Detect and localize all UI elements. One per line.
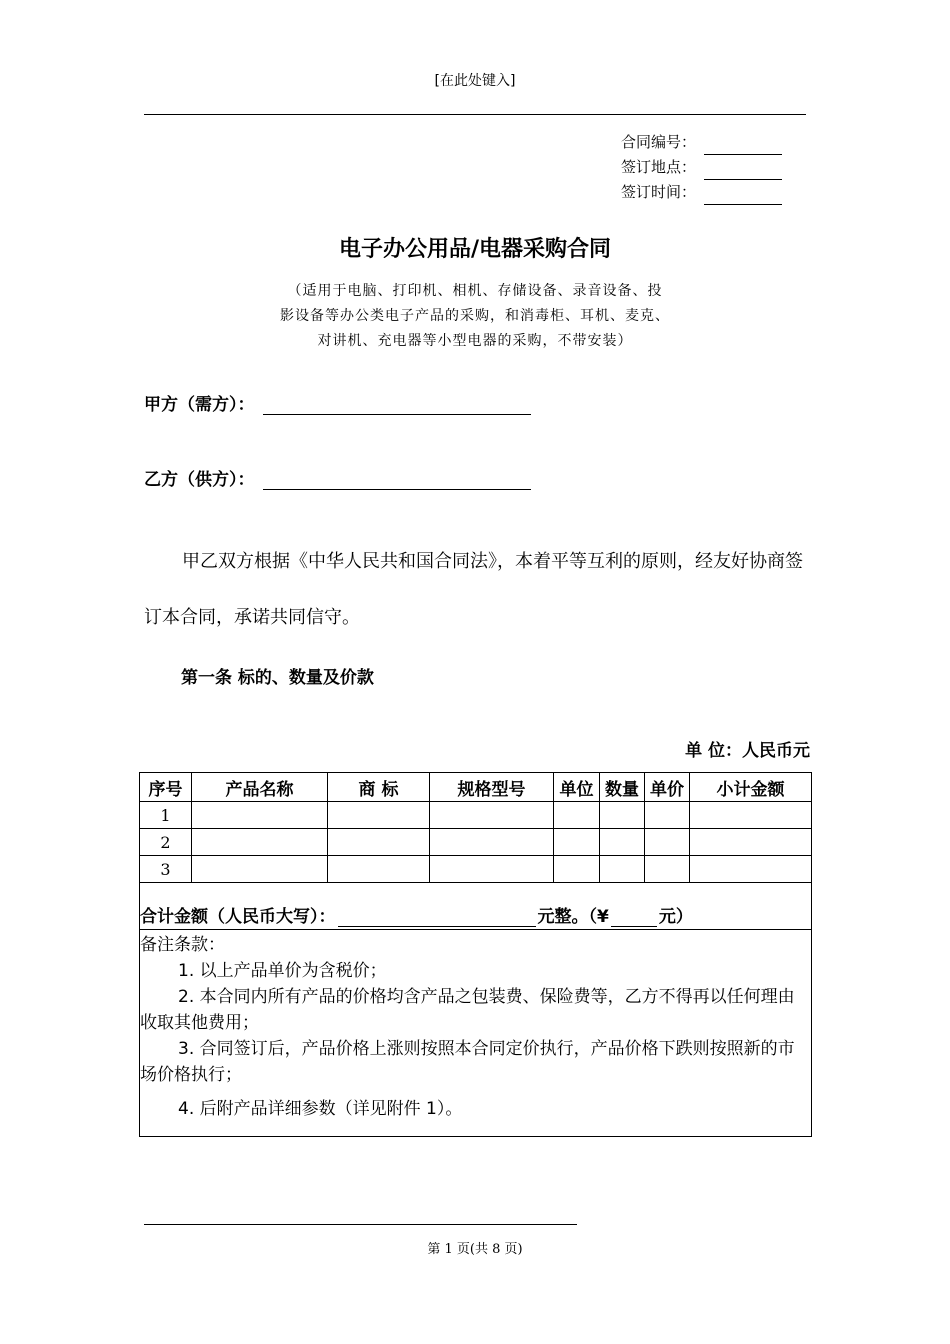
party-b-label: 乙方（供方）： <box>144 470 255 490</box>
page-header: [在此处键入] <box>434 73 516 89</box>
table-cell[interactable] <box>690 802 812 829</box>
table-cell[interactable] <box>554 856 600 883</box>
subtitle-line: （适用于电脑、打印机、相机、存储设备、录音设备、投 <box>287 283 663 299</box>
table-cell[interactable] <box>192 856 328 883</box>
article-1-title: 第一条 标的、数量及价款 <box>181 668 374 688</box>
party-b-field[interactable] <box>263 469 531 490</box>
note-item: 2. 本合同内所有产品的价格均含产品之包装费、保险费等，乙方不得再以任何理由收取其他费用； <box>140 987 795 1033</box>
table-cell[interactable] <box>430 802 554 829</box>
column-header: 数量 <box>600 773 645 802</box>
party-a-field[interactable] <box>263 394 531 415</box>
sign-place-label: 签订地点： <box>621 158 697 176</box>
total-suffix-end: 元） <box>658 907 693 927</box>
row-number: 2 <box>140 829 192 856</box>
sign-time-field[interactable] <box>704 187 782 205</box>
total-amount-words-field[interactable] <box>338 908 536 927</box>
table-cell[interactable] <box>192 802 328 829</box>
page-number: 第 1 页(共 8 页) <box>427 1242 523 1257</box>
contract-meta <box>621 130 782 205</box>
table-cell[interactable] <box>600 856 645 883</box>
table-cell[interactable] <box>430 856 554 883</box>
notes-row <box>140 930 812 1137</box>
contract-no-field[interactable] <box>704 137 782 155</box>
table-row <box>140 856 812 883</box>
table-cell[interactable] <box>430 829 554 856</box>
table-header-row <box>140 773 812 802</box>
table-cell[interactable] <box>645 829 690 856</box>
column-header: 小计金额 <box>690 773 812 802</box>
note-item: 1. 以上产品单价为含税价； <box>178 961 387 981</box>
table-cell[interactable] <box>645 856 690 883</box>
table-cell[interactable] <box>328 802 430 829</box>
table-cell[interactable] <box>690 829 812 856</box>
note-item: 3. 合同签订后，产品价格上涨则按照本合同定价执行，产品价格下跌则按照新的市场价格执行； <box>140 1039 795 1085</box>
intro-paragraph: 甲乙双方根据《中华人民共和国合同法》，本着平等互利的原则，经友好协商签订本合同，承诺共同信守。 <box>144 551 803 628</box>
notes-title: 备注条款： <box>140 935 225 955</box>
table-cell[interactable] <box>600 829 645 856</box>
footer-divider <box>144 1224 577 1225</box>
column-header: 序号 <box>140 773 192 802</box>
total-amount-number-field[interactable] <box>611 908 657 927</box>
table-row <box>140 802 812 829</box>
table-cell[interactable] <box>192 829 328 856</box>
document-title: 电子办公用品/电器采购合同 <box>338 237 612 262</box>
header-divider <box>144 114 806 115</box>
contract-no-label: 合同编号： <box>621 133 697 151</box>
party-a-label: 甲方（需方）： <box>144 395 255 415</box>
sign-place-row <box>621 155 782 180</box>
note-item: 4. 后附产品详细参数（详见附件 1）。 <box>178 1099 463 1119</box>
table-row <box>140 829 812 856</box>
column-header: 单价 <box>645 773 690 802</box>
table-cell[interactable] <box>600 802 645 829</box>
product-table <box>139 772 812 1137</box>
sign-time-row <box>621 180 782 205</box>
currency-unit: 单 位：人民币元 <box>685 741 810 761</box>
table-cell[interactable] <box>645 802 690 829</box>
subtitle-line: 对讲机、充电器等小型电器的采购，不带安装） <box>317 333 633 349</box>
column-header: 规格型号 <box>430 773 554 802</box>
column-header: 单位 <box>554 773 600 802</box>
row-number: 1 <box>140 802 192 829</box>
table-cell[interactable] <box>328 856 430 883</box>
table-cell[interactable] <box>554 802 600 829</box>
party-b-row <box>144 465 531 490</box>
document-subtitle <box>250 279 700 354</box>
row-number: 3 <box>140 856 192 883</box>
table-cell[interactable] <box>554 829 600 856</box>
contract-no-row <box>621 130 782 155</box>
party-a-row <box>144 390 531 415</box>
column-header: 产品名称 <box>192 773 328 802</box>
total-row <box>140 883 812 930</box>
table-cell[interactable] <box>328 829 430 856</box>
sign-time-label: 签订时间： <box>621 183 697 201</box>
sign-place-field[interactable] <box>704 162 782 180</box>
total-suffix: 元整。（¥ <box>537 907 609 927</box>
subtitle-line: 影设备等办公类电子产品的采购，和消毒柜、耳机、麦克、 <box>280 308 670 324</box>
table-cell[interactable] <box>690 856 812 883</box>
column-header: 商 标 <box>328 773 430 802</box>
total-label: 合计金额（人民币大写）： <box>140 907 336 927</box>
notes-cell <box>140 930 812 1137</box>
total-cell <box>140 883 812 930</box>
